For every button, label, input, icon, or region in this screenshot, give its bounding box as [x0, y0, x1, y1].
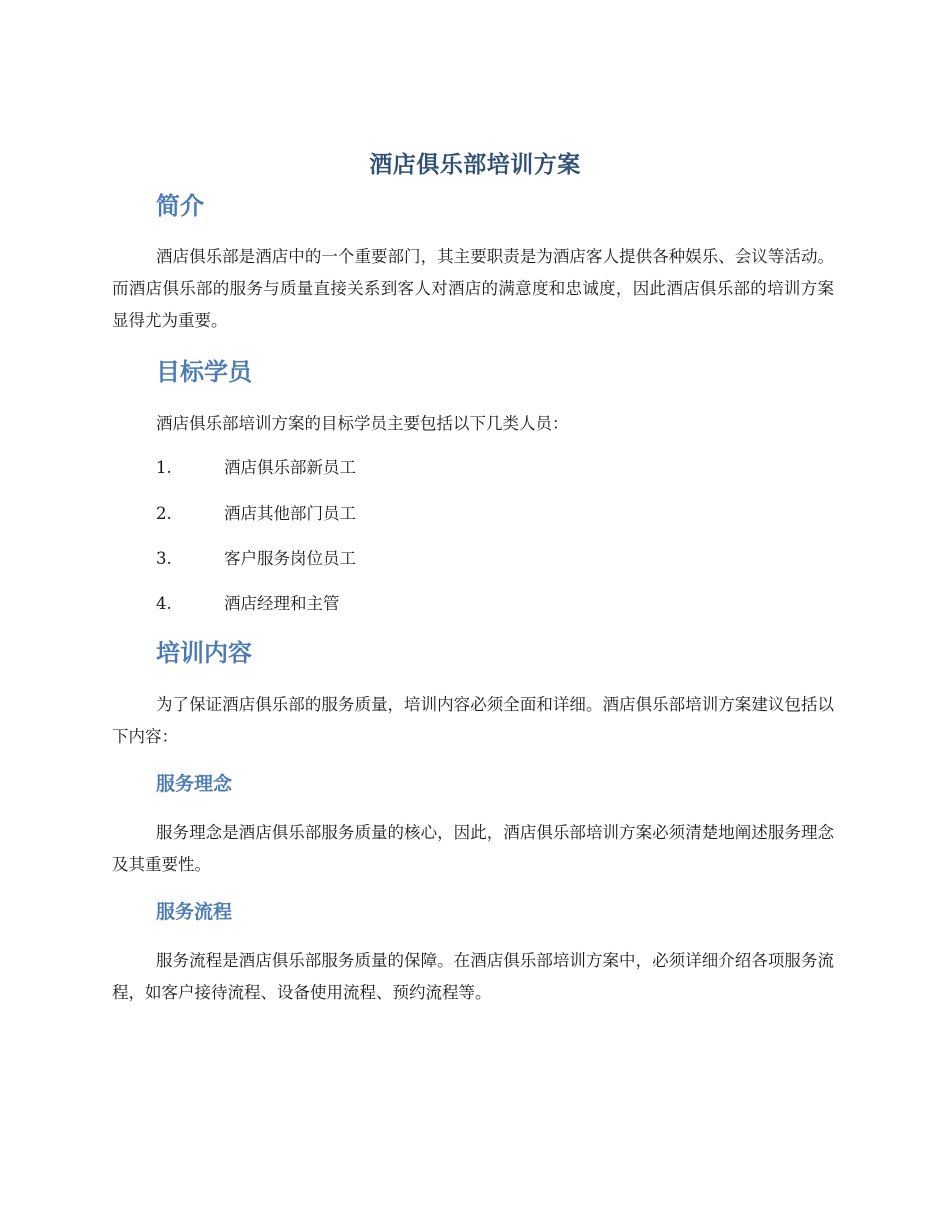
subsection-heading-service-process: 服务流程 [156, 901, 233, 923]
service-process-paragraph: 服务流程是酒店俱乐部服务质量的保障。在酒店俱乐部培训方案中，必须详细介绍各项服务流程，如客户接待流程、设备使用流程、预约流程等。 [112, 951, 834, 1002]
list-number: 2. [156, 504, 172, 523]
list-text: 客户服务岗位员工 [224, 549, 356, 568]
list-number: 1. [156, 458, 172, 477]
list-number: 3. [156, 549, 172, 568]
training-content-paragraph: 为了保证酒店俱乐部的服务质量，培训内容必须全面和详细。酒店俱乐部培训方案建议包括以下内容： [112, 695, 834, 746]
list-number: 4. [156, 594, 172, 613]
section-heading-target-learners: 目标学员 [156, 358, 252, 386]
section-heading-training-content: 培训内容 [156, 639, 252, 667]
section-heading-intro: 简介 [156, 192, 204, 220]
subsection-heading-service-philosophy: 服务理念 [156, 773, 233, 795]
intro-paragraph: 酒店俱乐部是酒店中的一个重要部门，其主要职责是为酒店客人提供各种娱乐、会议等活动。而酒店俱乐部的服务与质量直接关系到客人对酒店的满意度和忠诚度，因此酒店俱乐部的培训方案显得尤为重要。 [112, 247, 834, 330]
list-text: 酒店俱乐部新员工 [224, 458, 356, 477]
service-philosophy-paragraph: 服务理念是酒店俱乐部服务质量的核心，因此，酒店俱乐部培训方案必须清楚地阐述服务理念及其重要性。 [112, 823, 834, 874]
list-text: 酒店经理和主管 [224, 594, 340, 613]
target-learners-paragraph: 酒店俱乐部培训方案的目标学员主要包括以下几类人员： [156, 414, 569, 433]
document-title: 酒店俱乐部培训方案 [369, 152, 581, 178]
list-text: 酒店其他部门员工 [224, 504, 356, 523]
